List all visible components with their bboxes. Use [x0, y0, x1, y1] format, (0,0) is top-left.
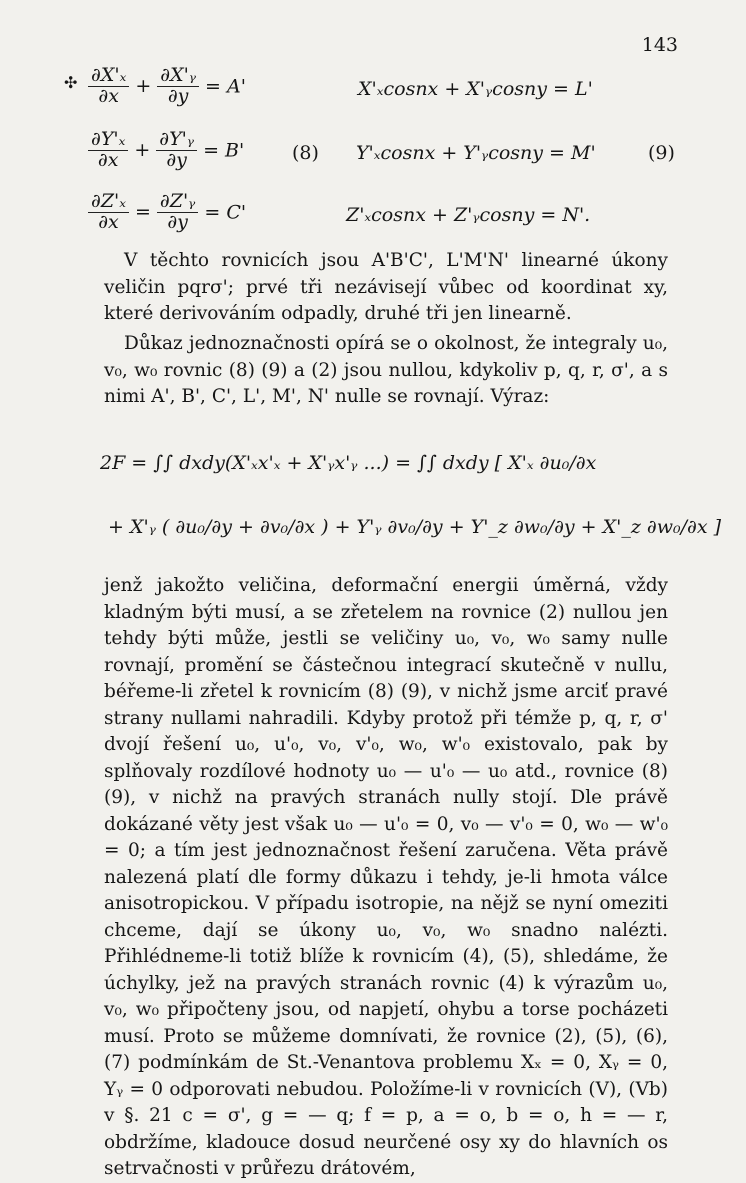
- equation-9-label: (9): [648, 142, 675, 164]
- equation-9-line-3: Z'ₓcosnx + Z'ᵧcosny = N'.: [346, 204, 591, 226]
- paragraph-3: jenž jakožto veličina, deformační energii úměrná, vždy kladným býti musí, a se zřetelem na rovnice (2) nullou jen tehdy býti může, jestli se veličiny u₀, v₀, w₀ samy nulle rovnají, promění se částečnou integrací skutečně v nullu, béřeme-li zřetel k rovnicím (8) (9), v nichž jsme arciť pravé strany nullami nahradili. Kdyby protož při témže p, q, r, σ' dvojí řešení u₀, u'₀, v₀, v'₀, w₀, w'₀ existovalo, pak by splňovaly rozdílové hodnoty u₀ — u'₀ — u₀ atd., rovnice (8) (9), v nichž na pravých stranách nully stojí. Dle právě dokázané věty jest však u₀ — u'₀ = 0, v₀ — v'₀ = 0, w₀ — w'₀ = 0; a tím jest jednoznačnost řešení zaručena. Věta právě nalezená platí dle formy důkazu i tehdy, je-li hmota válce anisotropickou. V případu isotropie, na nějž se nyní omeziti chceme, dají se úkony u₀, v₀, w₀ snadno nalézti. Přihlédneme-li totiž blíže k rovnicím (4), (5), shledáme, že úchylky, jež na pravých stranách rovnic (4) k výrazům u₀, v₀, w₀ připočteny jsou, od napjetí, ohybu a torse pocházeti musí. Proto se můžeme domnívati, že rovnice (2), (5), (6), (7) podmínkám de St.-Venantova problemu Xₓ = 0, Xᵧ = 0, Yᵧ = 0 odporovati nebudou. Položíme-li v rovnicích (V), (Vb) v §. 21 c = σ', g = — q; f = p, a = o, b = o, h = — r, obdržíme, kladouce dosud neurčené osy xy do hlavních os setrvačnosti v průřezu drátovém,: [104, 575, 668, 1179]
- paragraph-1: V těchto rovnicích jsou A'B'C', L'M'N' linearné úkony veličin pqrσ'; prvé tři nezávisejí vůbec od koordinat xy, které derivováním odpadly, druhé tři jen linearně.: [104, 250, 668, 324]
- equation-row-1: [0, 66, 746, 114]
- equation-9-line-1: X'ₓcosnx + X'ᵧcosny = L': [358, 78, 593, 100]
- equation-9-line-2: Y'ₓcosnx + Y'ᵧcosny = M': [356, 142, 596, 164]
- display-equation-line-1: 2F = ∫∫ dxdy(X'ₓx'ₓ + X'ᵧx'ᵧ ...) = ∫∫ dxdy [ X'ₓ ∂u₀/∂x: [100, 452, 597, 474]
- equation-8-line-1: $\frac{\text{∂X'ₓ}}{\partial x}$ + $\frac{\text{∂X'ᵧ}}{\partial y}$ = A': [88, 66, 246, 107]
- equation-8-line-3: $\frac{\text{∂Z'ₓ}}{\partial x}$ = $\frac{\text{∂Z'ᵧ}}{\partial y}$ = C': [88, 192, 246, 233]
- equation-8-line-2: $\frac{\text{∂Y'ₓ}}{\partial x}$ + $\frac{\text{∂Y'ᵧ}}{\partial y}$ = B': [88, 130, 244, 171]
- equation-row-2: [0, 130, 746, 178]
- equation-8-label: (8): [292, 142, 319, 164]
- paragraph-2: Důkaz jednoznačnosti opírá se o okolnost, že integraly u₀, v₀, w₀ rovnic (8) (9) a (2) jsou nullou, kdykoliv p, q, r, σ', a s nimi A', B', C', L', M', N' nulle se rovnají. Výraz:: [104, 333, 668, 407]
- equation-row-3: [0, 192, 746, 240]
- display-equation-line-2: + X'ᵧ ( ∂u₀/∂y + ∂v₀/∂x ) + Y'ᵧ ∂v₀/∂y + Y'_z ∂w₀/∂y + X'_z ∂w₀/∂x ]: [108, 516, 722, 538]
- page-number: 143: [641, 34, 678, 56]
- margin-marker: ✣: [64, 73, 78, 92]
